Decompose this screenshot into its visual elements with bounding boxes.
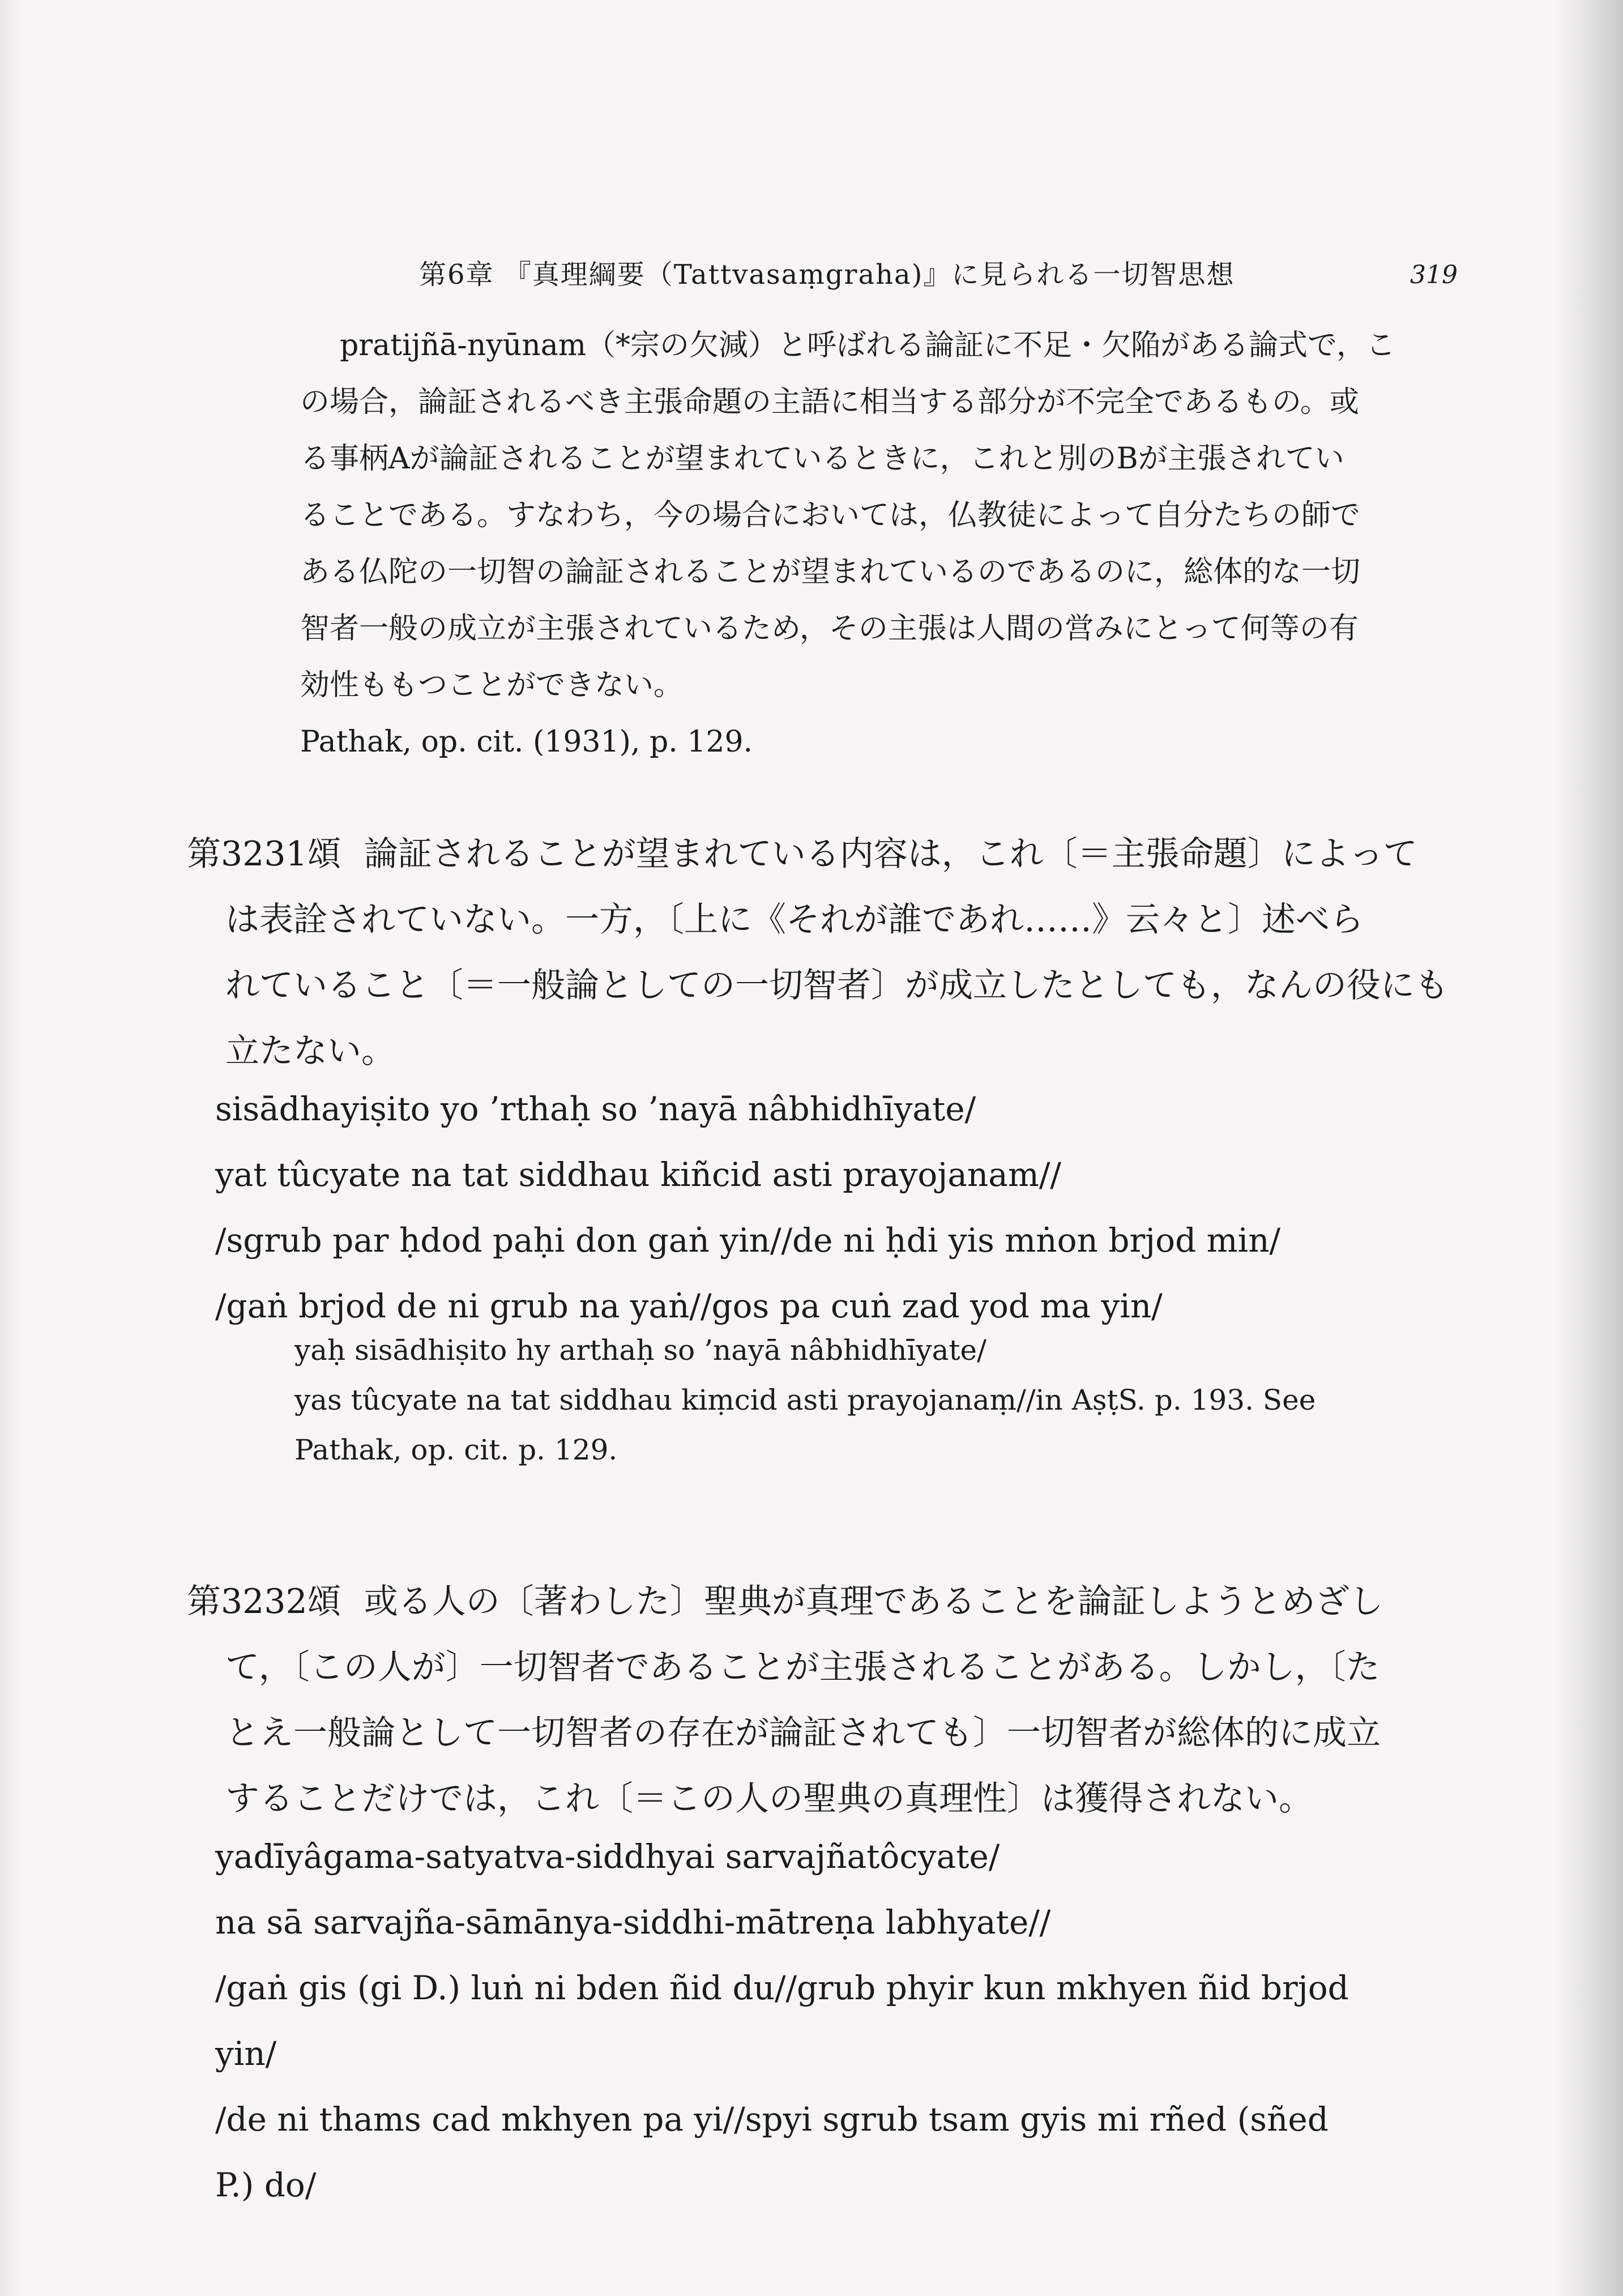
note-paragraph xyxy=(300,317,1395,770)
running-header: 第6章 『真理綱要（Tattvasaṃgraha)』に見られる一切智思想 xyxy=(419,259,1235,291)
verse-3231-footnote xyxy=(294,1325,1316,1475)
tibetan-line: /de ni thams cad mkhyen pa yi//spyi sgrub tsam gyis mi rñed (sñed xyxy=(215,2100,1329,2139)
verse-label: 第3231頌 xyxy=(187,834,341,874)
verse-label: 第3232頌 xyxy=(187,1582,341,1621)
verse-line: れていること〔＝一般論としての一切智者〕が成立したとしても，なんの役にも xyxy=(225,966,1449,1005)
verse-line: 或る人の〔著わした〕聖典が真理であることを論証しようとめざし xyxy=(364,1582,1383,1621)
verse-line: て，〔この人が〕一切智者であることが主張されることがある。しかし，〔た xyxy=(225,1648,1380,1687)
tibetan-line: yin/ xyxy=(215,2034,277,2073)
note-line: の場合，論証されるべき主張命題の主語に相当する部分が不完全であるもの。或 xyxy=(300,385,1359,419)
verse-line: とえ一般論として一切智者の存在が論証されても〕一切智者が総体的に成立 xyxy=(225,1713,1381,1753)
note-line: ることである。すなわち，今の場合においては，仏教徒によって自分たちの師で xyxy=(300,498,1361,532)
sanskrit-line: yat tûcyate na tat siddhau kiñcid asti prayojanam// xyxy=(215,1155,1061,1194)
note-line: pratijñā-nyūnam（*宗の欠減）と呼ばれる論証に不足・欠陥がある論式で，こ xyxy=(340,328,1395,362)
footnote-line: yaḥ sisādhiṣito hy arthaḥ so ’nayā nâbhidhīyate/ xyxy=(294,1334,986,1367)
note-line: ある仏陀の一切智の論証されることが望まれているのであるのに，総体的な一切 xyxy=(300,555,1361,589)
scan-shadow-right xyxy=(1555,0,1623,2296)
footnote-line: yas tûcyate na tat siddhau kiṃcid asti prayojanaṃ//in AṣṭS. p. 193. See xyxy=(294,1384,1316,1416)
scan-shadow-left xyxy=(0,0,23,2296)
note-citation: Pathak, op. cit. (1931), p. 129. xyxy=(300,725,753,759)
sanskrit-line: yadīyâgama-satyatva-siddhyai sarvajñatôcyate/ xyxy=(215,1837,1000,1876)
verse-line: 立たない。 xyxy=(225,1031,395,1071)
note-line: 智者一般の成立が主張されているため，その主張は人間の営みにとって何等の有 xyxy=(300,612,1359,646)
note-line: る事柄Aが論証されることが望まれているときに，これと別のBが主張されてい xyxy=(300,442,1344,476)
note-line: 効性ももつことができない。 xyxy=(300,668,684,702)
verse-line: は表詮されていない。一方，〔上に《それが誰であれ……》云々と〕述べら xyxy=(225,900,1364,940)
tibetan-line: /sgrub par ḥdod paḥi don gaṅ yin//de ni ḥdi yis mṅon brjod min/ xyxy=(215,1221,1281,1260)
sanskrit-line: na sā sarvajña-sāmānya-siddhi-mātreṇa labhyate// xyxy=(215,1903,1051,1941)
verse-3232-original xyxy=(215,1824,1349,2218)
verse-3231-translation xyxy=(187,821,1449,1084)
verse-3232-translation xyxy=(187,1569,1383,1832)
page-number: 319 xyxy=(1410,261,1458,289)
tibetan-line: P.) do/ xyxy=(215,2166,317,2204)
verse-3231-original xyxy=(215,1076,1280,1339)
sanskrit-line: sisādhayiṣito yo ’rthaḥ so ’nayā nâbhidhīyate/ xyxy=(215,1090,976,1128)
verse-line: 論証されることが望まれている内容は，これ〔＝主張命題〕によって xyxy=(364,834,1417,874)
tibetan-line: /gaṅ gis (gi D.) luṅ ni bden ñid du//grub phyir kun mkhyen ñid brjod xyxy=(215,1969,1349,2007)
tibetan-line: /gaṅ brjod de ni grub na yaṅ//gos pa cuṅ zad yod ma yin/ xyxy=(215,1287,1163,1325)
footnote-line: Pathak, op. cit. p. 129. xyxy=(294,1433,618,1466)
verse-line: することだけでは，これ〔＝この人の聖典の真理性〕は獲得されない。 xyxy=(225,1779,1313,1819)
